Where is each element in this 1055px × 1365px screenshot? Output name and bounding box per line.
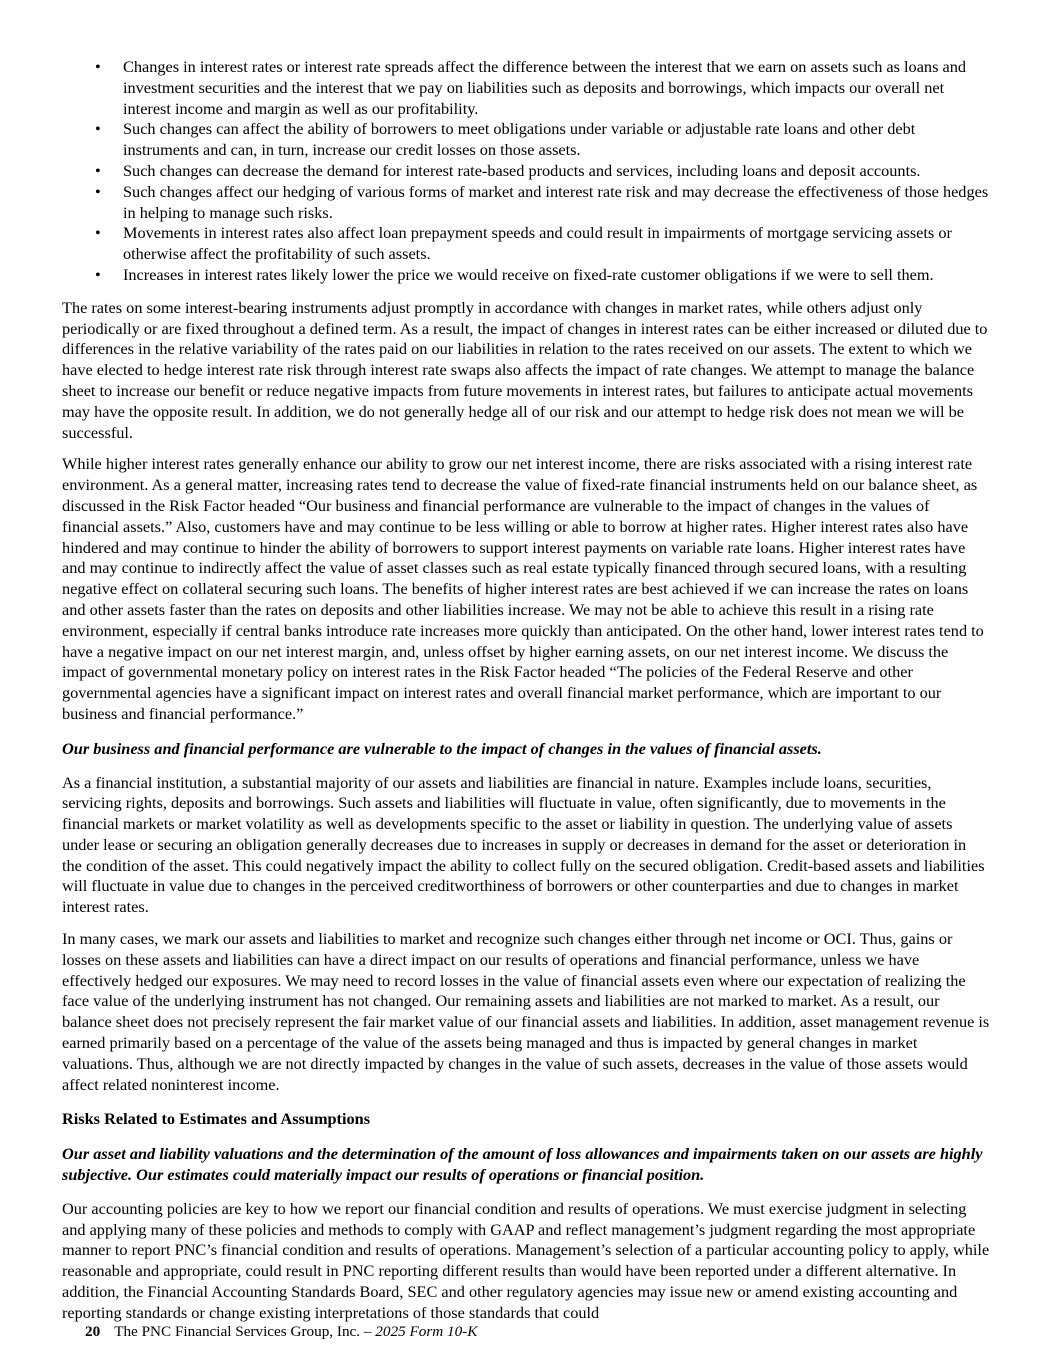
page-number: 20 [85,1323,101,1340]
section-heading-estimates-assumptions: Risks Related to Estimates and Assumptions [62,1109,371,1129]
paragraph-mark-to-market: In many cases, we mark our assets and liabilities to market and recognize such changes either through net income or OCI. Thus, gains or losses on these assets and liabilities can have a direct impact on our results of operations and financial performance, unless we have effectively hedged our exposures. We may need to record losses in the value of financial assets even where our expectation of realizing the face value of the underlying instrument has not changed. Our remaining assets and liabilities are not marked to market. As a result, our balance sheet does not precisely represent the fair market value of our financial assets and liabilities. In addition, asset management revenue is earned primarily based on a percentage of the value of the assets being managed and thus is impacted by general changes in market valuations. Thus, although we are not directly impacted by changes in the value of such assets, decreases in the value of those assets would affect related noninterest income. [62,929,990,1094]
paragraph-higher-rates-risks: While higher interest rates generally enhance our ability to grow our net interest income, there are risks associated with a rising interest rate environment. As a general matter, increasing rates tend to decrease the value of fixed-rate financial instruments held on our balance sheet, as discussed in the Risk Factor headed “Our business and financial performance are vulnerable to the impact of changes in the values of financial assets.” Also, customers have and may continue to be less willing or able to borrow at higher rates. Higher interest rates also have hindered and may continue to hinder the ability of borrowers to support interest payments on variable rate loans. Higher interest rates have and may continue to indirectly affect the value of asset classes such as real estate typically financed through secured loans, with a resulting negative effect on collateral securing such loans. The benefits of higher interest rates are best achieved if we can increase the rates on loans and other assets faster than the rates on deposits and other liabilities increase. We may not be able to achieve this result in a rising rate environment, especially if central banks introduce rate increases more quickly than anticipated. On the other hand, lower interest rates tend to have a negative impact on our net interest margin, and, unless offset by higher earning assets, on our net interest income. We discuss the impact of governmental monetary policy on interest rates in the Risk Factor headed “The policies of the Federal Reserve and other governmental agencies have a significant impact on interest rates and overall financial market performance, which are important to our business and financial performance.” [62,454,984,723]
risk-factor-heading-financial-assets: Our business and financial performance are vulnerable to the impact of changes in the values of financial assets. [62,738,822,758]
bullet-item-demand-decrease: • Such changes can decrease the demand for interest rate-based products and services, including loans and deposit accounts. [62,161,990,182]
paragraph-accounting-policies: Our accounting policies are key to how we report our financial condition and results of operations. We must exercise judgment in selecting and applying many of these policies and methods to comply with GAAP and reflect management’s judgment regarding the most appropriate manner to report PNC’s financial condition and results of operations. Management’s selection of a particular accounting policy to apply, while reasonable and appropriate, could result in PNC reporting different results than would have been reported under a different alternative. In addition, the Financial Accounting Standards Board, SEC and other regulatory agencies may issue new or amend existing accounting and reporting standards or change existing interpretations of those standards that could [62,1198,990,1322]
footer-form-label: 2025 Form 10-K [375,1323,478,1340]
paragraph-financial-nature: As a financial institution, a substantial majority of our assets and liabilities are financial in nature. Examples include loans, securities, servicing rights, deposits and borrowings. Such assets and liabilities will fluctuate in value, often significantly, due to movements in the financial markets or market volatility as well as developments specific to the asset or liability in question. The underlying value of assets under lease or securing an obligation generally decreases due to increases in supply or decreases in demand for the asset or deterioration in the condition of the asset. This could negatively impact the ability to collect fully on the secured obligation. Credit-based assets and liabilities will fluctuate in value due to changes in the perceived creditworthiness of borrowers or other counterparties and due to changes in market interest rates. [62,772,985,917]
risk-factor-heading-valuations: Our asset and liability valuations and the determination of the amount of loss allowances and impairments taken on our assets are highly subjective. Our estimates could materially impact our results of operations or financial position. [62,1144,983,1185]
bullet-item-rate-spreads: • Changes in interest rates or interest rate spreads affect the difference between the interest that we earn on assets such as loans and investment securities and the interest that we pay on liabilities such as deposits and borrowings, which impacts our overall net interest income and margin as well as our profitability. [62,57,990,119]
bullet-list [62,57,990,286]
bullet-item-hedging: • Such changes affect our hedging of various forms of market and interest rate risk and may decrease the effectiveness of those hedges in helping to manage such risks. [62,182,990,224]
bullet-item-prepayment-speeds: • Movements in interest rates also affect loan prepayment speeds and could result in impairments of mortgage servicing assets or otherwise affect the profitability of such assets. [62,223,990,265]
paragraph-rate-variability: The rates on some interest-bearing instruments adjust promptly in accordance with changes in market rates, while others adjust only periodically or are fixed throughout a defined term. As a result, the impact of changes in interest rates can be either increased or diluted due to differences in the relative variability of the rates paid on our liabilities in relation to the rates received on our assets. The extent to which we have elected to hedge interest rate risk through interest rate swaps also affects the impact of rate changes. We attempt to manage the balance sheet to increase our benefit or reduce negative impacts from future movements in interest rates, but failures to anticipate actual movements may have the opposite result. In addition, we do not generally hedge all of our risk and our attempt to hedge risk does not mean we will be successful. [62,297,988,442]
footer-company-name: The PNC Financial Services Group, Inc. – [114,1323,376,1340]
bullet-item-fixed-rate-obligations: • Increases in interest rates likely lower the price we would receive on fixed-rate customer obligations if we were to sell them. [62,265,990,286]
bullet-item-borrower-obligations: • Such changes can affect the ability of borrowers to meet obligations under variable or adjustable rate loans and other debt instruments and can, in turn, increase our credit losses on those assets. [62,119,990,161]
page-footer [85,1322,477,1341]
